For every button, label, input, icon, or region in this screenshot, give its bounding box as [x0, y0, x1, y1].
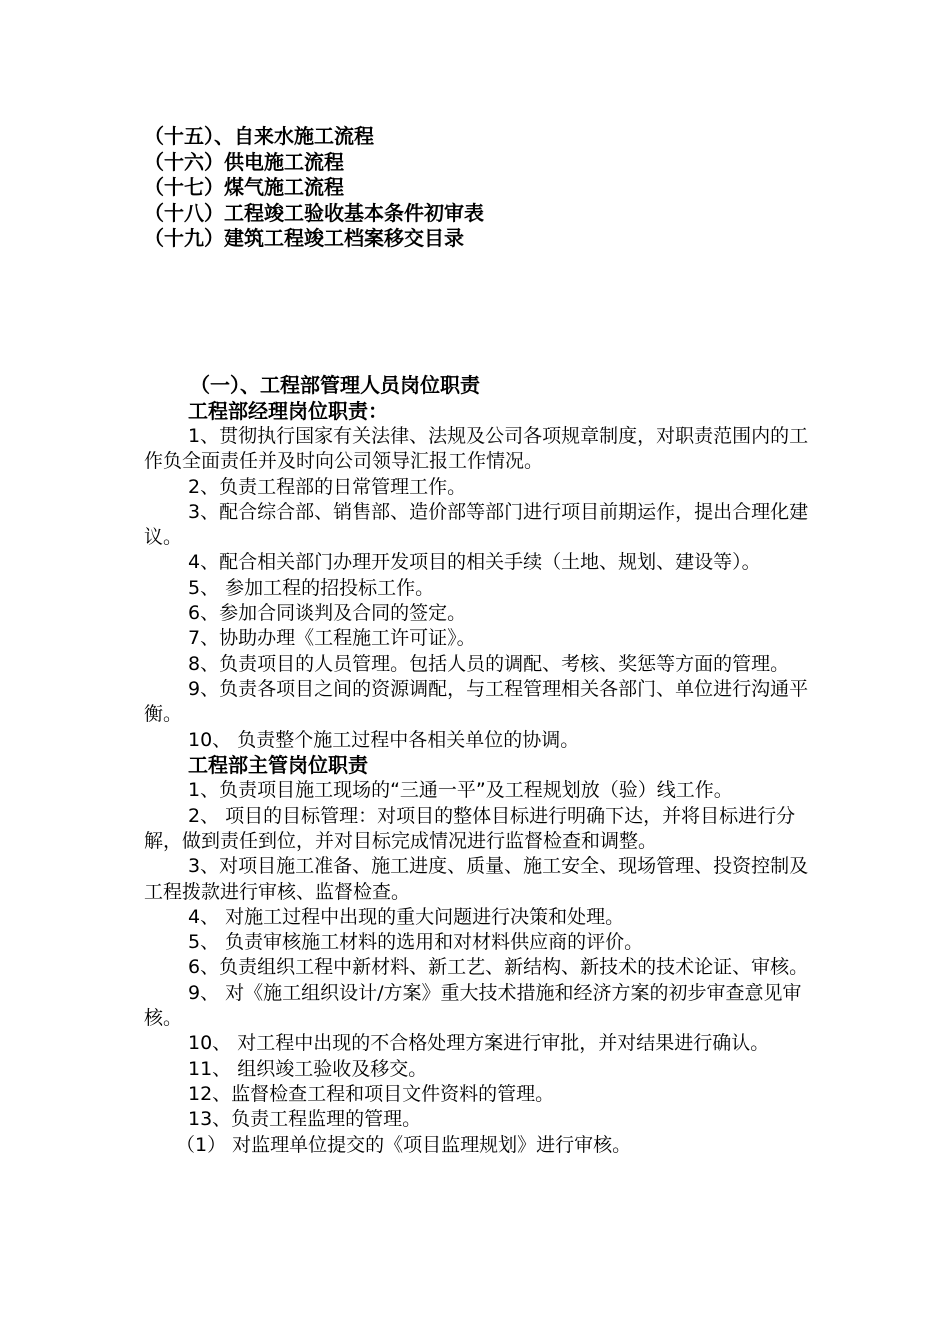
duty-paragraph: 3、配合综合部、销售部、造价部等部门进行项目前期运作，提出合理化建议。	[144, 500, 809, 549]
duty-paragraph: 10、 对工程中出现的不合格处理方案进行审批，并对结果进行确认。	[188, 1032, 770, 1055]
duty-paragraph: 1、负责项目施工现场的“三通一平”及工程规划放（验）线工作。	[188, 779, 733, 802]
duty-paragraph: 11、 组织竣工验收及移交。	[188, 1057, 428, 1080]
duty-paragraph: 10、 负责整个施工过程中各相关单位的协调。	[188, 728, 580, 751]
duty-paragraph: 5、 参加工程的招投标工作。	[188, 576, 435, 599]
duty-paragraph: 9、 对《施工组织设计/方案》重大技术措施和经济方案的初步审查意见审核。	[144, 981, 802, 1030]
duty-paragraph: 5、 负责审核施工材料的选用和对材料供应商的评价。	[188, 931, 644, 954]
duty-paragraph: 7、协助办理《工程施工许可证》。	[188, 627, 476, 650]
manager-duties-heading: 工程部经理岗位职责：	[188, 398, 388, 423]
duty-paragraph: 12、监督检查工程和项目文件资料的管理。	[188, 1082, 555, 1105]
duty-paragraph: 9、负责各项目之间的资源调配，与工程管理相关各部门、单位进行沟通平衡。	[144, 677, 809, 726]
duty-paragraph: 4、配合相关部门办理开发项目的相关手续（土地、规划、建设等）。	[188, 551, 761, 574]
toc-item: （十七）煤气施工流程	[144, 175, 344, 199]
duty-sub-item: （1） 对监理单位提交的《项目监理规划》进行审核。	[176, 1133, 632, 1156]
toc-item: （十九）建筑工程竣工档案移交目录	[144, 226, 464, 250]
duty-paragraph: 2、负责工程部的日常管理工作。	[188, 475, 467, 498]
toc-item: （十八）工程竣工验收基本条件初审表	[144, 200, 484, 225]
section-body	[144, 373, 824, 1158]
duty-paragraph: 3、对项目施工准备、施工进度、质量、施工安全、现场管理、投资控制及工程拨款进行审核、监督检查。	[144, 855, 809, 903]
duty-paragraph: 6、参加合同谈判及合同的签定。	[188, 602, 467, 625]
supervisor-duties-heading: 工程部主管岗位职责	[188, 752, 368, 777]
toc-item: （十五）、自来水施工流程	[144, 124, 374, 148]
table-of-contents	[144, 124, 844, 252]
duty-paragraph: 6、负责组织工程中新材料、新工艺、新结构、新技术的技术论证、审核。	[188, 956, 809, 979]
duty-paragraph: 4、 对施工过程中出现的重大问题进行决策和处理。	[188, 905, 625, 928]
section-title: （一）、工程部管理人员岗位职责	[190, 373, 480, 397]
duty-paragraph: 8、负责项目的人员管理。包括人员的调配、考核、奖惩等方面的管理。	[188, 652, 790, 675]
toc-item: （十六）供电施工流程	[144, 149, 344, 174]
duty-paragraph: 13、负责工程监理的管理。	[188, 1108, 422, 1131]
duty-paragraph: 2、 项目的目标管理：对项目的整体目标进行明确下达，并将目标进行分解，做到责任到位，并对目标完成情况进行监督检查和调整。	[144, 804, 796, 852]
duty-paragraph: 1、贯彻执行国家有关法律、法规及公司各项规章制度，对职责范围内的工作负全面责任并及时向公司领导汇报工作情况。	[144, 425, 809, 473]
